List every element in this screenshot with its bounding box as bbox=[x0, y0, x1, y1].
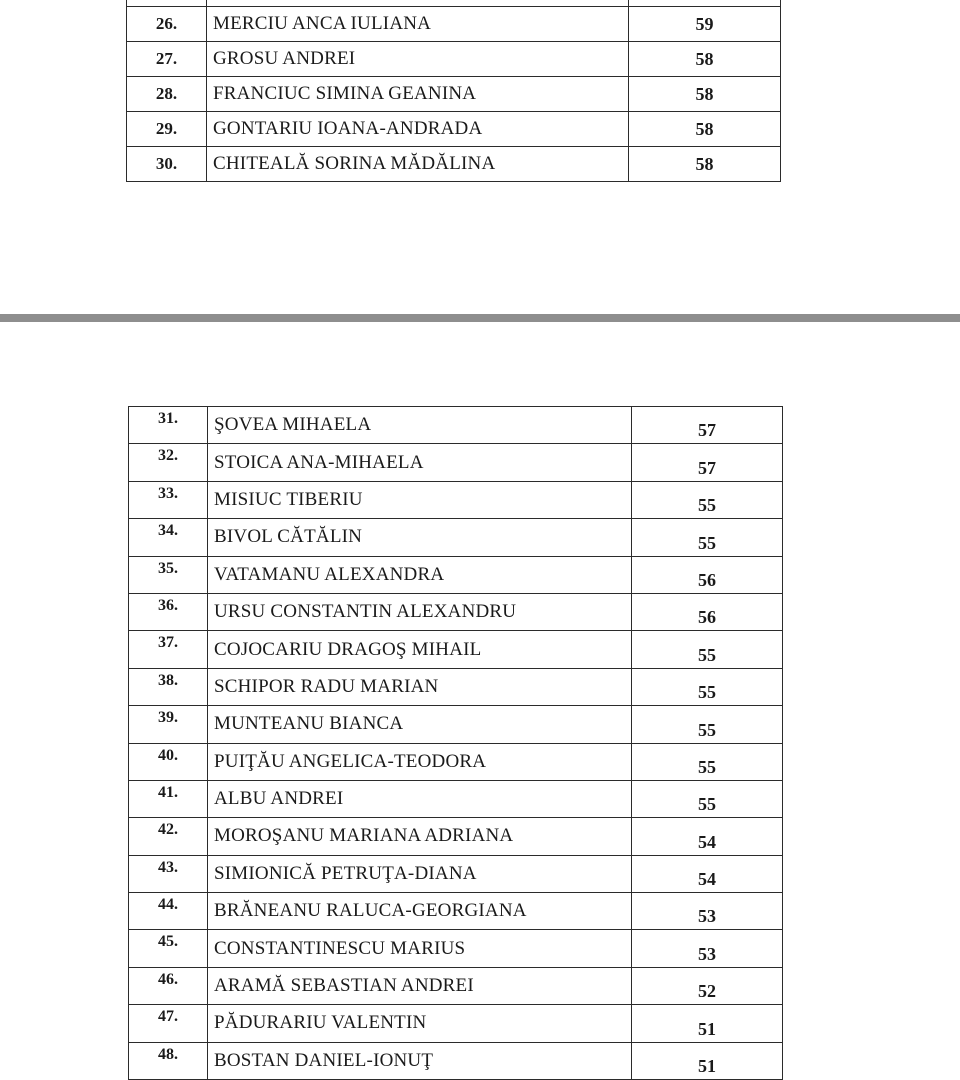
row-number: 45. bbox=[129, 930, 208, 967]
candidate-score: 51 bbox=[632, 1042, 783, 1079]
results-table-page-2 bbox=[128, 406, 783, 1080]
row-number: 38. bbox=[129, 668, 208, 705]
candidate-name: BIVOL CĂTĂLIN bbox=[208, 519, 632, 556]
candidate-name: SCHIPOR RADU MARIAN bbox=[208, 668, 632, 705]
row-number: 28. bbox=[127, 77, 207, 112]
candidate-name: ŞOVEA MIHAELA bbox=[208, 407, 632, 444]
candidate-name: STOICA ANA-MIHAELA bbox=[208, 444, 632, 481]
table-row bbox=[129, 930, 783, 967]
table-row bbox=[129, 818, 783, 855]
results-table bbox=[128, 406, 783, 1080]
candidate-name: BOSTAN DANIEL-IONUŢ bbox=[208, 1042, 632, 1079]
table-row bbox=[127, 77, 781, 112]
table-row bbox=[129, 1005, 783, 1042]
row-number: 47. bbox=[129, 1005, 208, 1042]
row-number: 46. bbox=[129, 967, 208, 1004]
row-number: 27. bbox=[127, 42, 207, 77]
table-body bbox=[129, 407, 783, 1080]
candidate-score: 58 bbox=[629, 77, 781, 112]
candidate-name: PĂDURARIU VALENTIN bbox=[208, 1005, 632, 1042]
candidate-score: 57 bbox=[632, 444, 783, 481]
table-row bbox=[127, 42, 781, 77]
candidate-name: CONSTANTINESCU MARIUS bbox=[208, 930, 632, 967]
candidate-name: GONTARIU IOANA-ANDRADA bbox=[207, 112, 629, 147]
row-number: 39. bbox=[129, 706, 208, 743]
candidate-score: 55 bbox=[632, 519, 783, 556]
table-row bbox=[129, 519, 783, 556]
candidate-name: MOROŞANU MARIANA ADRIANA bbox=[208, 818, 632, 855]
row-number: 29. bbox=[127, 112, 207, 147]
candidate-score: 56 bbox=[632, 593, 783, 630]
candidate-name: VATAMANU ALEXANDRA bbox=[208, 556, 632, 593]
candidate-score: 55 bbox=[632, 668, 783, 705]
candidate-name: MUNTEANU BIANCA bbox=[208, 706, 632, 743]
candidate-name: URSU CONSTANTIN ALEXANDRU bbox=[208, 593, 632, 630]
candidate-score: 55 bbox=[632, 706, 783, 743]
row-number: 37. bbox=[129, 631, 208, 668]
candidate-score: 55 bbox=[632, 780, 783, 817]
row-number: 35. bbox=[129, 556, 208, 593]
row-number: 33. bbox=[129, 481, 208, 518]
row-number: 32. bbox=[129, 444, 208, 481]
table-row bbox=[129, 593, 783, 630]
row-number: 43. bbox=[129, 855, 208, 892]
page-divider bbox=[0, 314, 960, 322]
candidate-score: 58 bbox=[629, 147, 781, 182]
table-row bbox=[129, 743, 783, 780]
candidate-name: COJOCARIU DRAGOŞ MIHAIL bbox=[208, 631, 632, 668]
row-number: 40. bbox=[129, 743, 208, 780]
candidate-name: MISIUC TIBERIU bbox=[208, 481, 632, 518]
row-number: 34. bbox=[129, 519, 208, 556]
candidate-score: 57 bbox=[632, 407, 783, 444]
candidate-name: CHITEALĂ SORINA MĂDĂLINA bbox=[207, 147, 629, 182]
candidate-score: 59 bbox=[629, 7, 781, 42]
table-row bbox=[129, 556, 783, 593]
candidate-score: 55 bbox=[632, 481, 783, 518]
table-row bbox=[129, 893, 783, 930]
row-number: 44. bbox=[129, 893, 208, 930]
candidate-score: 56 bbox=[632, 556, 783, 593]
table-row bbox=[129, 444, 783, 481]
candidate-name: ARAMĂ SEBASTIAN ANDREI bbox=[208, 967, 632, 1004]
row-number: 41. bbox=[129, 780, 208, 817]
table-row bbox=[127, 147, 781, 182]
row-number: 36. bbox=[129, 593, 208, 630]
results-table bbox=[126, 0, 781, 182]
table-row bbox=[127, 7, 781, 42]
table-row bbox=[129, 481, 783, 518]
table-row bbox=[129, 1042, 783, 1079]
table-row bbox=[129, 855, 783, 892]
candidate-name: PUIŢĂU ANGELICA-TEODORA bbox=[208, 743, 632, 780]
row-number: 42. bbox=[129, 818, 208, 855]
table-row bbox=[129, 631, 783, 668]
table-row bbox=[129, 967, 783, 1004]
candidate-name: ALBU ANDREI bbox=[208, 780, 632, 817]
table-row bbox=[129, 780, 783, 817]
table-body bbox=[127, 0, 781, 182]
row-number: 48. bbox=[129, 1042, 208, 1079]
row-number: 26. bbox=[127, 7, 207, 42]
candidate-score: 54 bbox=[632, 855, 783, 892]
candidate-score: 53 bbox=[632, 930, 783, 967]
table-row bbox=[127, 112, 781, 147]
candidate-name: BRĂNEANU RALUCA-GEORGIANA bbox=[208, 893, 632, 930]
candidate-score: 58 bbox=[629, 112, 781, 147]
table-row bbox=[129, 706, 783, 743]
candidate-name: FRANCIUC SIMINA GEANINA bbox=[207, 77, 629, 112]
row-number: 31. bbox=[129, 407, 208, 444]
candidate-name: GROSU ANDREI bbox=[207, 42, 629, 77]
candidate-score: 52 bbox=[632, 967, 783, 1004]
results-table-page-1 bbox=[126, 0, 781, 182]
candidate-score: 54 bbox=[632, 818, 783, 855]
candidate-score: 58 bbox=[629, 42, 781, 77]
candidate-score: 53 bbox=[632, 893, 783, 930]
candidate-score: 55 bbox=[632, 743, 783, 780]
candidate-name: MERCIU ANCA IULIANA bbox=[207, 7, 629, 42]
row-number: 30. bbox=[127, 147, 207, 182]
table-row bbox=[129, 668, 783, 705]
candidate-score: 51 bbox=[632, 1005, 783, 1042]
table-row bbox=[129, 407, 783, 444]
candidate-name: SIMIONICĂ PETRUŢA-DIANA bbox=[208, 855, 632, 892]
candidate-score: 55 bbox=[632, 631, 783, 668]
